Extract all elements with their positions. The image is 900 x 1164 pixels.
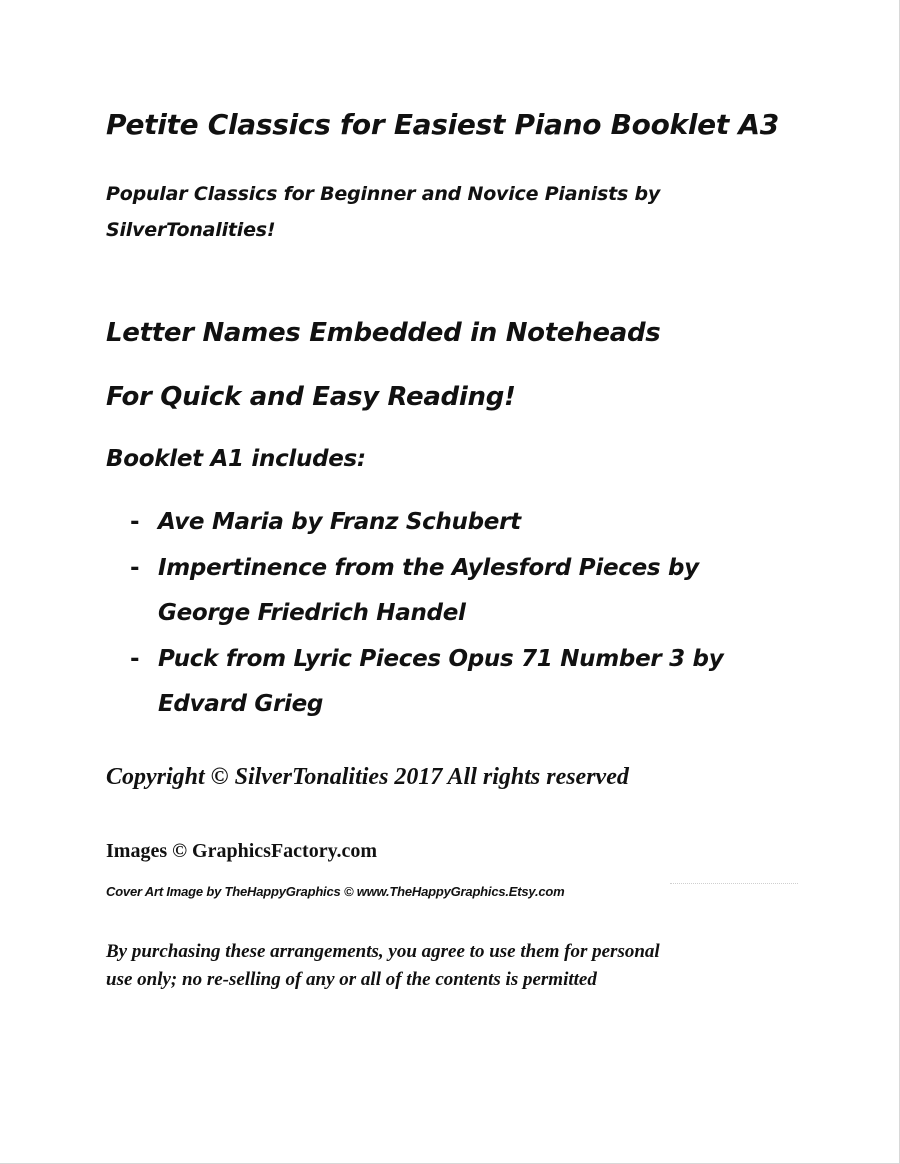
includes-heading: Booklet A1 includes: [106,446,366,472]
subtitle-line-1: Popular Classics for Beginner and Novice Pianists by [106,183,661,205]
headline-noteheads: Letter Names Embedded in Noteheads [106,318,661,348]
headline-easy-reading: For Quick and Easy Reading! [106,382,516,412]
piece-title-line-2: George Friedrich Handel [158,600,466,626]
list-item [130,637,790,728]
piece-title-line-1: Puck from Lyric Pieces Opus 71 Number 3 by [158,645,724,672]
list-item [130,500,790,546]
bullet-dash: - [130,554,140,581]
bullet-dash: - [130,645,140,672]
subtitle-line-2: SilverTonalities! [106,219,276,241]
disclaimer-line-2: use only; no re-selling of any or all of the contents is permitted [106,969,597,990]
piece-title-line-2: Edvard Grieg [158,691,324,717]
subtitle [106,176,746,248]
piece-title-line-1: Impertinence from the Aylesford Pieces by [158,554,699,581]
list-item [130,546,790,637]
pieces-list [130,500,790,728]
piece-title-line-1: Ave Maria by Franz Schubert [158,509,521,535]
usage-disclaimer [106,938,796,994]
copyright-notice: Copyright © SilverTonalities 2017 All rights reserved [106,764,629,790]
disclaimer-line-1: By purchasing these arrangements, you agree to use them for personal [106,941,660,962]
page-title: Petite Classics for Easiest Piano Booklet A3 [106,108,779,141]
images-credit: Images © GraphicsFactory.com [106,840,378,862]
cover-art-credit: Cover Art Image by TheHappyGraphics © www.TheHappyGraphics.Etsy.com [106,884,565,899]
bullet-dash: - [130,509,140,535]
dotted-divider [670,883,798,884]
